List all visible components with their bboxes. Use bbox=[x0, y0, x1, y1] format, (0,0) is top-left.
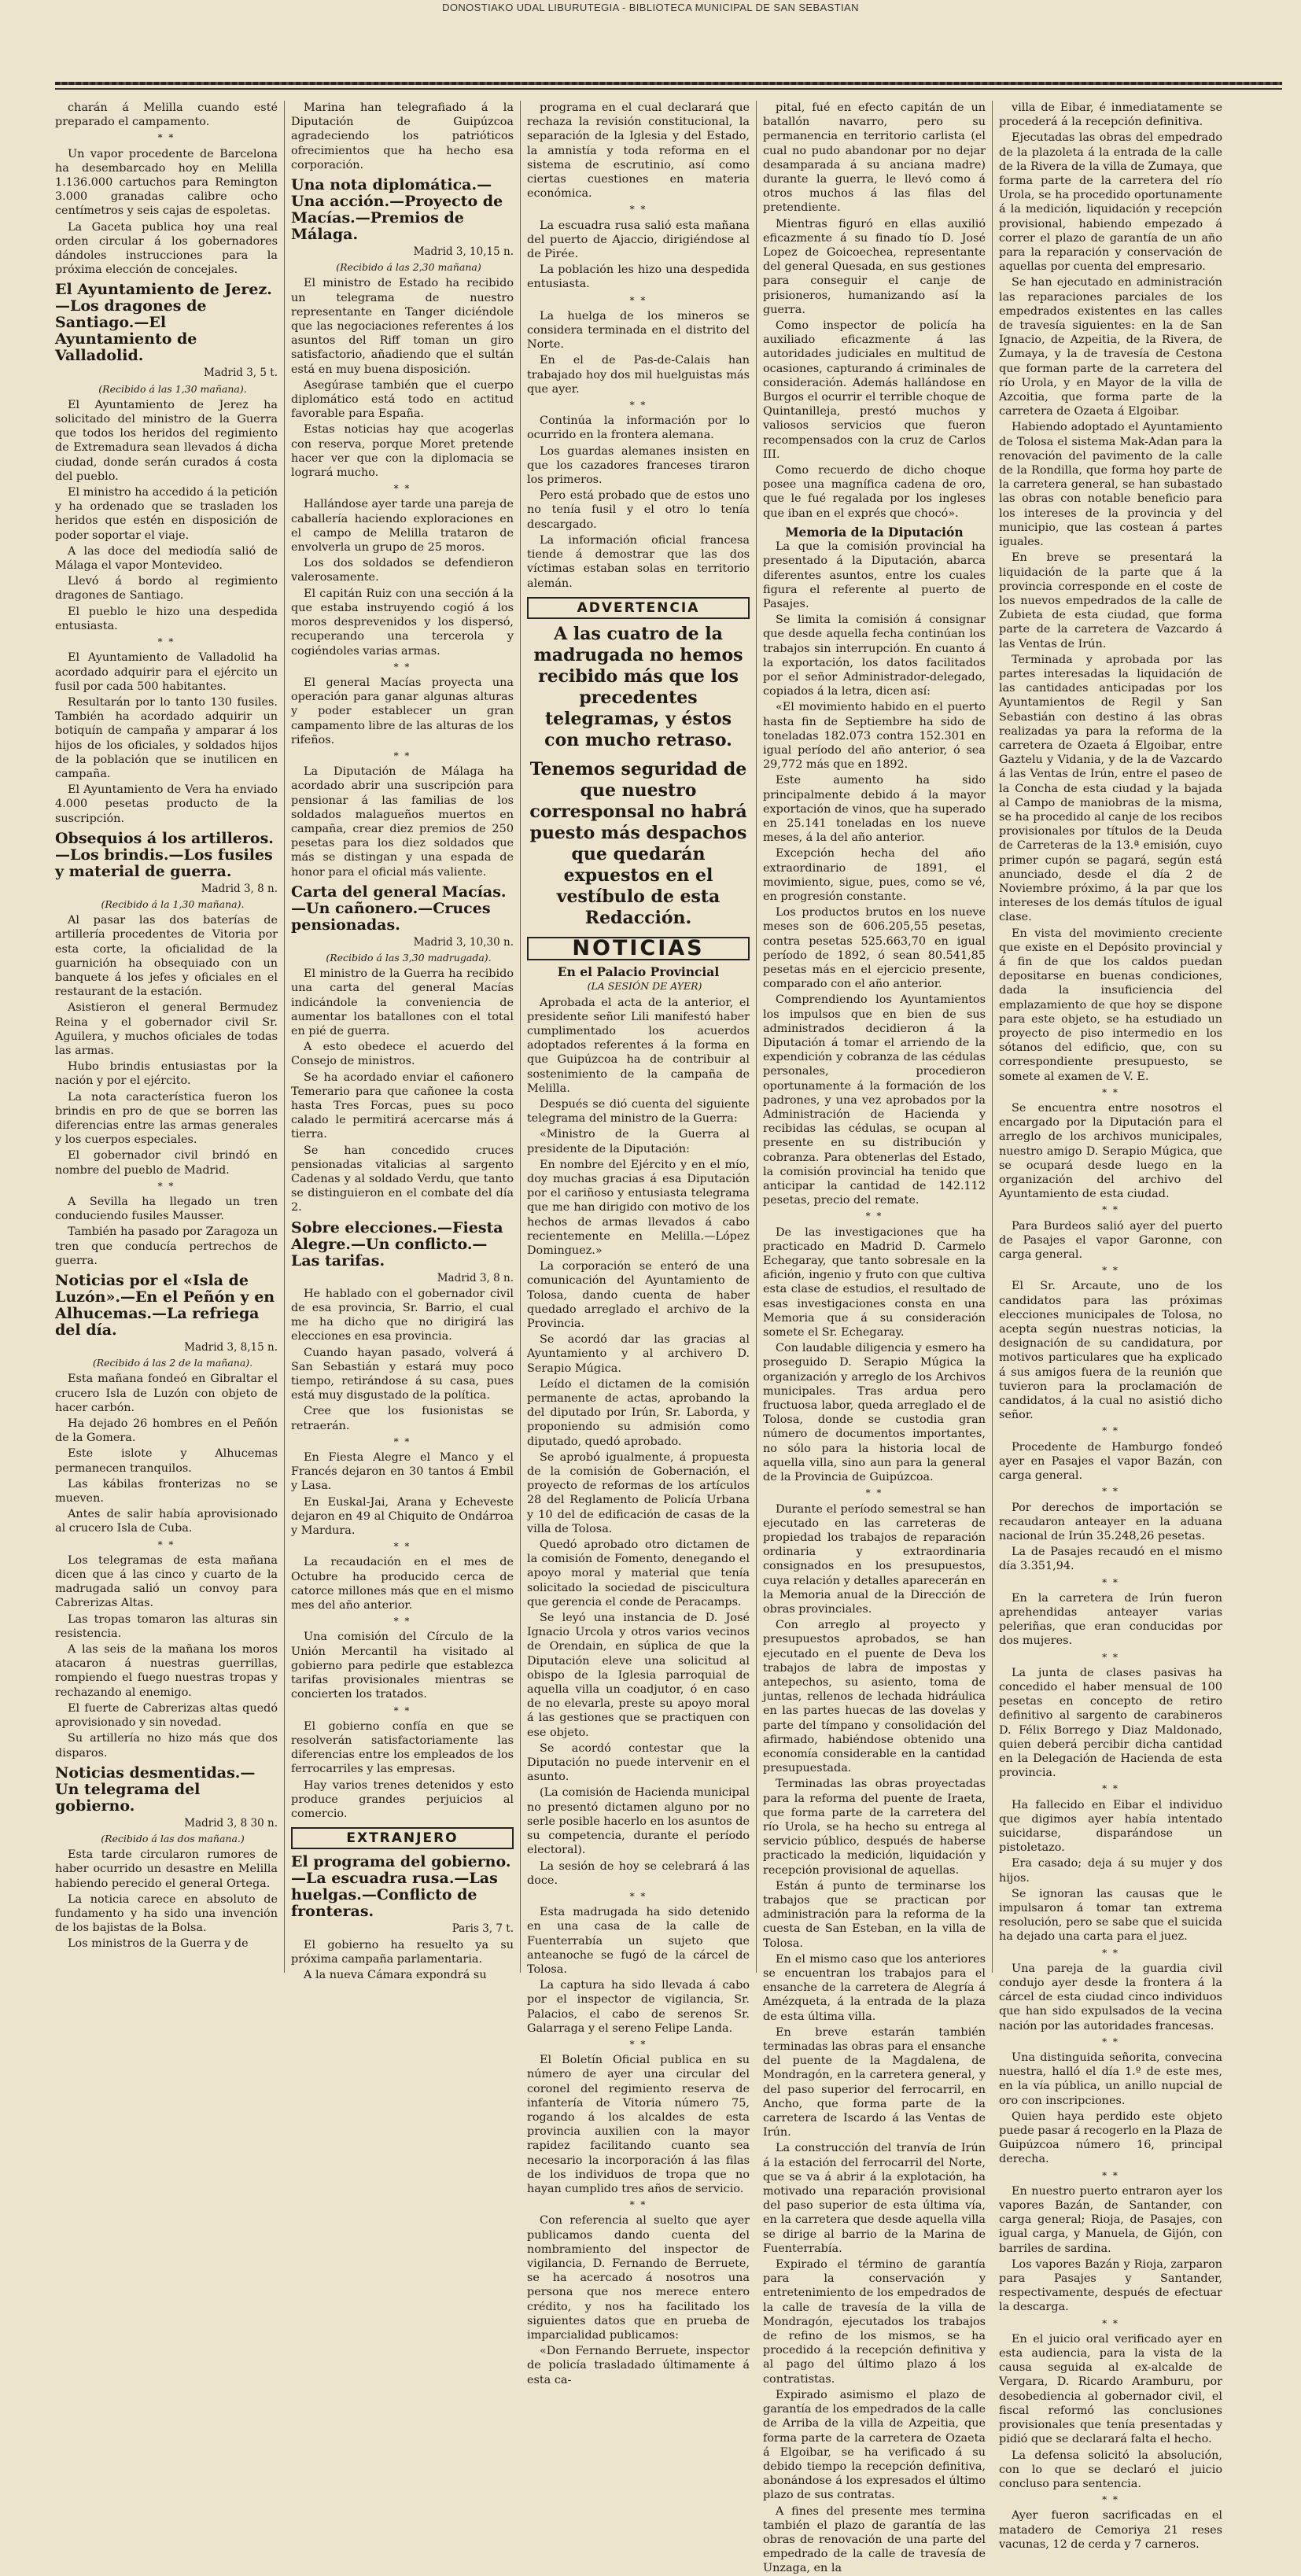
asterism-separator: * * bbox=[393, 750, 411, 761]
paragraph: A las doce del mediodía salió de Málaga el vapor Montevideo. bbox=[55, 544, 278, 573]
paragraph: «El movimiento habido en el puerto hasta fin de Septiembre ha sido de toneladas 182.073 contra 152.301 en igual período del año anterior, ó sea 29,772 más que en 1892. bbox=[763, 701, 986, 772]
asterism-separator: * * bbox=[393, 1616, 411, 1627]
paragraph: Una distinguida señorita, convecina nuestra, halló el día 1.º de este mes, en la vía pública, un anillo nupcial de oro con inscripciones. bbox=[999, 2051, 1222, 2107]
headline: Una nota diplomática.—Una acción.—Proyecto de Macías.—Premios de Málaga. bbox=[291, 176, 503, 244]
asterism-separator: * * bbox=[1102, 1486, 1119, 1498]
paragraph: La recaudación en el mes de Octubre ha producido cerca de catorce millones más que en el mismo mes del año anterior. bbox=[291, 1556, 514, 1612]
dateline: Madrid 3, 8 n. bbox=[437, 1271, 514, 1284]
asterism-separator: * * bbox=[1102, 1651, 1119, 1663]
paragraph: La Gaceta publica hoy una real orden circular á los gobernadores dándoles instrucciones para la próxima elección de concejales. bbox=[55, 220, 278, 277]
newspaper-columns bbox=[49, 101, 1288, 2575]
headline: Obsequios á los artilleros.—Los brindis.—Los fusiles y material de guerra. bbox=[55, 829, 274, 880]
paragraph: En el mismo caso que los anteriores se encuentran los trabajos para el ensanche de la carretera de Alegría á Amézqueta, á la entrada de la plaza de esta última villa. bbox=[763, 1952, 986, 2023]
paragraph: Esta madrugada ha sido detenido en una casa de la calle de Fuenterrabía un sujeto que anteanoche se fugó de la cárcel de Tolosa. bbox=[527, 1906, 750, 1976]
paragraph: Por derechos de importación se recaudaron anteayer en la aduana nacional de Irún 35.248,26 pesetas. bbox=[999, 1501, 1222, 1542]
paragraph: Se acordó dar las gracias al Ayuntamiento y al archivero D. Serapio Múgica. bbox=[527, 1333, 750, 1375]
paragraph: Como inspector de policía ha auxiliado eficazmente á las autoridades judiciales en multitud de ocasiones, capturando á criminales de consideración. Además hallándose en Burgos el ocurrir el terrible choque de Quintanilleja, prestó muchos y valiosos servicios que fueron recompensados con la cruz de Carlos III. bbox=[763, 319, 986, 461]
paragraph: Esta mañana fondeó en Gibraltar el crucero Isla de Luzón con objeto de hacer carbón. bbox=[55, 1373, 278, 1414]
paragraph: Estas noticias hay que acogerlas con reserva, porque Moret pretende hacer ver que con la diplomacia se logrará mucho. bbox=[291, 423, 514, 480]
paragraph: Se han concedido cruces pensionadas vitalicias al sargento Cadenas y al soldado Verdu, que tanto se distinguieron en el combate del día 2. bbox=[291, 1144, 514, 1214]
asterism-separator: * * bbox=[1102, 1204, 1119, 1216]
paragraph: A Sevilla ha llegado un tren conduciendo fusiles Mausser. bbox=[55, 1196, 278, 1223]
paragraph: La información oficial francesa tiende á demostrar que las dos víctimas estaban solas en territorio alemán. bbox=[527, 533, 750, 590]
paragraph: Continúa la información por lo ocurrido en la frontera alemana. bbox=[527, 415, 750, 442]
paragraph: Se aprobó igualmente, á propuesta de la comisión de Gobernación, el proyecto de reformas de los artículos 28 del Reglamento de Policía Urbana y 10 del de edificación de casas de la villa de Tolosa. bbox=[527, 1450, 750, 1535]
asterism-separator: * * bbox=[1102, 2317, 1119, 2329]
paragraph: Asegúrase también que el cuerpo diplomático está todo en actitud favorable para España. bbox=[291, 378, 514, 421]
paragraph: La construcción del tranvía de Irún á la estación del ferrocarril del Norte, que se va á abrir á la explotación, ha motivado una reparación provisional del paso superior de esta última vía, en la carretera que desde aquella villa se dirige al barrio de la Marina de Fuenterrabía. bbox=[763, 2142, 986, 2255]
paragraph: Terminadas las obras proyectadas para la reforma del puente de Iraeta, que forma parte de la carretera del río Urola, se ha hecho su entrega al servicio público, después de haberse practicado la medición, liquidación y recepción provisional de aquellas. bbox=[763, 1778, 986, 1877]
asterism-separator: * * bbox=[1102, 1783, 1119, 1795]
asterism-separator: * * bbox=[1102, 2169, 1119, 2181]
paragraph: Una comisión del Círculo de la Unión Mercantil ha visitado al gobierno para pedirle que establezca tarifas provisionales mientras se concierten los tratados. bbox=[291, 1631, 514, 1701]
asterism-separator: * * bbox=[157, 1180, 175, 1192]
paragraph: Hallándose ayer tarde una pareja de caballería haciendo exploraciones en el campo de Melilla trataron de envolverla un grupo de 25 moros. bbox=[291, 498, 514, 555]
dateline: Madrid 3, 10,15 n. bbox=[413, 245, 514, 259]
paragraph: Esta tarde circularon rumores de haber ocurrido un desastre en Melilla habiendo perecido el general Ortega. bbox=[55, 1848, 278, 1890]
column-1 bbox=[49, 101, 285, 1973]
paragraph: La defensa solicitó la absolución, con lo que se declaró el juicio concluso para sentencia. bbox=[999, 2449, 1222, 2490]
paragraph: Se leyó una instancia de D. José Ignacio Urcola y otros varios vecinos de Orendain, en súplica de que la Diputación eleve una solicitud al obispo de la Iglesia parroquial de aquella villa un coadjutor, ó en caso de no elevarla, preste su apoyo moral á las gestiones que se practiquen con ese objeto. bbox=[527, 1612, 750, 1739]
paragraph: Ha fallecido en Eibar el individuo que digimos ayer había intentado suicidarse, disparándose un pistoletazo. bbox=[999, 1798, 1222, 1855]
paragraph: Los productos brutos en los nueve meses son de 606.205,55 pesetas, contra pesetas 525.663,70 en igual período de 1892, ó sean 80.541,85 pesetas más en el ejercicio presente, comparado con el año anterior. bbox=[763, 906, 986, 991]
paragraph: programa en el cual declarará que rechaza la revisión constitucional, la separación de la Iglesia y del Estado, la amnistía y toda reforma en el sistema de escrutinio, así como ciertas cuestiones en materia económica. bbox=[527, 101, 750, 201]
column-2 bbox=[285, 101, 521, 1981]
paragraph: Los guardas alemanes insisten en que los cazadores franceses tiraron los primeros. bbox=[527, 444, 750, 487]
paragraph: En breve se presentará la liquidación de la parte que á la provincia corresponde en el coste de los nuevos empedrados de la calle de Zubieta de esta ciudad, que forma parte de la carretera de Vazcardo á las Ventas de Irún. bbox=[999, 551, 1222, 650]
paragraph: He hablado con el gobernador civil de esa provincia, Sr. Barrio, el cual me ha dicho que no dirigirá las elecciones en esa provincia. bbox=[291, 1287, 514, 1343]
paragraph: La escuadra rusa salió esta mañana del puerto de Ajaccio, dirigiéndose al de Pirée. bbox=[527, 219, 750, 261]
dateline: Madrid 3, 8 30 n. bbox=[184, 1816, 278, 1830]
asterism-separator: * * bbox=[629, 204, 647, 216]
paragraph: La captura ha sido llevada á cabo por el inspector de vigilancia, Sr. Palacios, el cabo de serenos Sr. Galarraga y el sereno Felipe Landa. bbox=[527, 1979, 750, 2035]
paragraph: Al pasar las dos baterías de artillería procedentes de Vitoria por esta corte, la oficialidad de la guarnición ha obsequiado con un banquete á los jefes y oficiales en el restaurant de la estación. bbox=[55, 914, 278, 999]
dateline: Madrid 3, 5 t. bbox=[204, 367, 278, 380]
received-note: (Recibido á las dos mañana.) bbox=[101, 1832, 245, 1844]
paragraph: En nuestro puerto entraron ayer los vapores Bazán, de Santander, con carga general; Rioja, de Pasajes, con igual carga, y Manuela, de Gijón, con barriles de sardina. bbox=[999, 2184, 1222, 2255]
paragraph: El Boletín Oficial publica en su número de ayer una circular del coronel del regimiento reserva de infantería de Vitoria número 75, rogando á los alcaldes de esta provincia auxilien con la mayor rapidez facilitando cuanto sea necesario la incorporación á las filas de los individuos de tropa que no hayan cumplido tres años de servicio. bbox=[527, 2054, 750, 2195]
paragraph: Están á punto de terminarse los trabajos que se practican por administración para la reforma de la cuesta de San Esteban, en la villa de Tolosa. bbox=[763, 1879, 986, 1950]
paragraph: La de Pasajes recaudó en el mismo día 3.351,94. bbox=[999, 1546, 1222, 1573]
notice-text: A las cuatro de la madrugada no hemos recibido más que los precedentes telegramas, y éstos con mucho retraso. bbox=[533, 623, 743, 750]
asterism-separator: * * bbox=[393, 1704, 411, 1716]
section-title: En el Palacio Provincial bbox=[557, 964, 720, 980]
paragraph: Quedó aprobado otro dictamen de la comisión de Fomento, denegando el apoyo moral y material que tenía solicitado la sociedad de piscicultura que gerencia el conde de Peracamps. bbox=[527, 1539, 750, 1609]
received-note: (LA SESIÓN DE AYER) bbox=[587, 980, 702, 993]
column-3 bbox=[521, 101, 757, 2386]
paragraph: Mientras figuró en ellas auxilió eficazmente á su finado tío D. José Lopez de Goicoechea, representante del general Quesada, en sus gestiones para conseguir el canje de prisioneros, humanizando así la guerra. bbox=[763, 217, 986, 316]
paragraph: Hubo brindis entusiastas por la nación y por el ejército. bbox=[55, 1060, 278, 1088]
asterism-separator: * * bbox=[393, 1541, 411, 1553]
headline: Sobre elecciones.—Fiesta Alegre.—Un conflicto.—Las tarifas. bbox=[291, 1218, 503, 1270]
paragraph: La noticia carece en absoluto de fundamento y ha sido una invención de los bajistas de la Bolsa. bbox=[55, 1892, 278, 1935]
paragraph: Para Burdeos salió ayer del puerto de Pasajes el vapor Garonne, con carga general. bbox=[999, 1219, 1222, 1262]
paragraph: Ejecutadas las obras del empedrado de la plazoleta á la entrada de la calle de la Rivera de la villa de Zumaya, que forma parte de la carretera del río Urola, se ha procedido oportunamente á la medición, liquidación y recepción provisional, habiendo empezado á correr el plazo de garantía de un año para la reparación y conservación de aquellas por cuenta del empresario. bbox=[999, 131, 1222, 274]
asterism-separator: * * bbox=[1102, 2036, 1119, 2047]
asterism-separator: * * bbox=[1102, 1265, 1119, 1277]
paragraph: Terminada y aprobada por las partes interesadas la liquidación de las cantidades anticipadas por los Ayuntamientos de Regil y San Sebastián con destino á las obras realizadas ya para la reforma de la carretera de Ozaeta á Elgoibar, entre Gaztelu y Vidania, y de la de Vazcardo á las Ventas de Irún, entre el paseo de la Concha de esta ciudad y la bajada al Campo de maniobras de la misma, se ha procedido al canje de los recibos provisionales por títulos de la Deuda de Carreteras de la 13.ª emisión, cuyo primer cupón se pagará, según está anunciado, desde el día 2 de Noviembre próximo, á la par que los intereses de los demás títulos de igual clase. bbox=[999, 653, 1222, 924]
paragraph: Comprendiendo los Ayuntamientos los impulsos que en bien de sus administrados decidieron á la Diputación á tomar el arriendo de la expendición y cobranza de las cédulas personales, procedieron oportunamente á la formación de los padrones, y una vez aprobados por la Administración de Hacienda y recibidas las cédulas, se ocupan al presente en su distribución y cobranza. Para obtenerlas del Estado, la comisión provincial ha tenido que anticipar la cantidad de 142.112 pesetas, precio del remate. bbox=[763, 993, 986, 1207]
received-note: (Recibido á las 1,30 mañana). bbox=[98, 382, 247, 395]
received-note: (Recibido á las 3,30 madrugada). bbox=[326, 951, 492, 964]
asterism-separator: * * bbox=[629, 294, 647, 306]
column-5 bbox=[993, 101, 1229, 2551]
asterism-separator: * * bbox=[393, 1435, 411, 1447]
asterism-separator: * * bbox=[629, 400, 647, 411]
paragraph: Se han ejecutado en administración las reparaciones parciales de los empedrados existentes en las calles de travesía siguientes: en la de San Ignacio, de Azpeitia, de la Rivera, de Zumaya, y la de travesía de Cestona que forman parte de la carretera del río Urola, y en Mayor de la villa de Azcoitia, que forma parte de la carretera de Ozaeta á Elgoibar. bbox=[999, 276, 1222, 418]
paragraph: A la nueva Cámara expondrá su bbox=[304, 1968, 487, 1981]
paragraph: El Sr. Arcaute, uno de los candidatos para las próximas elecciones municipales de Tolosa, no acepta según nuestras noticias, la designación de su candidatura, por motivos particulares que ha explicado á sus amigos fuera de la reunión que tuvieron para la proclamación de candidatos, á la cual no asistió dicho señor. bbox=[999, 1280, 1222, 1422]
paragraph: A esto obedece el acuerdo del Consejo de ministros. bbox=[291, 1041, 514, 1068]
library-header: DONOSTIAKO UDAL LIBURUTEGIA - BIBLIOTECA MUNICIPAL DE SAN SEBASTIAN bbox=[442, 2, 859, 13]
paragraph: En vista del movimiento creciente que existe en el Depósito provincial y á fin de que los caldos puedan depositarse en buenas condiciones, dada la insuficiencia del emplazamiento de que hoy se dispone para este objeto, se ha estudiado un proyecto de piso intermedio en los sótanos del edificio, que, con su correspondiente presupuesto, se somete al examen de V. E. bbox=[999, 927, 1222, 1083]
paragraph: El general Macías proyecta una operación para ganar algunas alturas y poder establecer un gran campamento libre de las alturas de los rifeños. bbox=[291, 676, 514, 746]
paragraph: Los vapores Bazán y Rioja, zarparon para Pasajes y Santander, respectivamente, después de efectuar la descarga. bbox=[999, 2257, 1222, 2314]
paragraph: En el de Pas-de-Calais han trabajado hoy dos mil huelguistas más que ayer. bbox=[527, 354, 750, 396]
asterism-separator: * * bbox=[1102, 1425, 1119, 1437]
received-note: (Recibido á la 1,30 mañana). bbox=[101, 897, 245, 910]
headline: Noticias por el «Isla de Luzón».—En el Peñón y en Alhucemas.—La refriega del día. bbox=[55, 1272, 275, 1340]
asterism-separator: * * bbox=[393, 483, 411, 495]
paragraph: villa de Eibar, é inmediatamente se procederá á la recepción definitiva. bbox=[999, 101, 1222, 129]
paragraph: Llevó á bordo al regimiento dragones de Santiago. bbox=[55, 575, 278, 603]
paragraph: Quien haya perdido este objeto puede pasar á recogerlo en la Plaza de Guipúzcoa número 16, principal derecha. bbox=[999, 2110, 1222, 2166]
paragraph: Este aumento ha sido principalmente debido á la mayor exportación de vinos, que ha superado en 25.141 toneladas en los nueve meses, á la del año anterior. bbox=[763, 774, 986, 845]
paragraph: «Ministro de la Guerra al presidente de la Diputación: bbox=[527, 1128, 750, 1155]
paragraph: Una pareja de la guardia civil condujo ayer desde la frontera á la cárcel de esta ciudad cinco individuos que han sido expulsados de la vecina nación por las autoridades francesas. bbox=[999, 1962, 1222, 2032]
paragraph: Procedente de Hamburgo fondeó ayer en Pasajes el vapor Bazán, con carga general. bbox=[999, 1440, 1222, 1483]
paragraph: Marina han telegrafiado á la Diputación de Guipúzcoa agradeciendo los patrióticos ofrecimientos que ha hecho esa corporación. bbox=[291, 101, 514, 171]
paragraph: Con arreglo al proyecto y presupuestos aprobados, se han ejecutado en el puente de Deva los trabajos de labra de impostas y antepechos, su asiento, toma de juntas, rellenos de lechada hidráulica en las partes huecas de las dovelas y parte del tímpano y consolidación del afirmado, habiéndose obtenido una economía considerable en la cantidad presupuestada. bbox=[763, 1619, 986, 1775]
asterism-separator: * * bbox=[1102, 1947, 1119, 1959]
asterism-separator: * * bbox=[629, 2199, 647, 2211]
paragraph: El fuerte de Cabrerizas altas quedó aprovisionado y sin novedad. bbox=[55, 1701, 278, 1730]
received-note: (Recibido á las 2,30 mañana) bbox=[336, 261, 481, 274]
paragraph: El capitán Ruiz con una sección á la que estaba instruyendo cogió á los moros desprevenidos y los dispersó, recuperando una tercerola y cogiéndoles varias armas. bbox=[291, 587, 514, 658]
paragraph: Durante el período semestral se han ejecutado en las carreteras de propiedad los trabajos de reparación ordinaria y extraordinaria consignados en los presupuestos, cuya relación y detalles aparecerán en la Memoria anual de la Dirección de obras provinciales. bbox=[763, 1502, 986, 1616]
paragraph: En breve estarán también terminadas las obras para el ensanche del puente de la Magdalena, de Mondragón, en la carretera general, y del paso superior del ferrocarril, en Ancho, que forma parte de la carretera de Iscardo á las Ventas de Irún. bbox=[763, 2025, 986, 2139]
paragraph: En Euskal-Jai, Arana y Echeveste dejaron en 49 al Chiquito de Ondárroa y Mardura. bbox=[291, 1495, 514, 1538]
paragraph: El ministro de la Guerra ha recibido una carta del general Macías indicándole la conveniencia de aumentar los batallones con el total en pié de guerra. bbox=[291, 967, 514, 1037]
dateline: Madrid 3, 10,30 n. bbox=[413, 935, 514, 949]
paragraph: Las kábilas fronterizas no se mueven. bbox=[55, 1477, 278, 1505]
paragraph: Se acordó contestar que la Diputación no puede intervenir en el asunto. bbox=[527, 1741, 750, 1784]
asterism-separator: * * bbox=[1102, 1086, 1119, 1098]
paragraph: El Ayuntamiento de Vera ha enviado 4.000 pesetas producto de la suscripción. bbox=[55, 783, 278, 825]
paragraph: Leído el dictamen de la comisión permanente de actas, aprobando la del diputado por Irún, Sr. Laborda, y proponiendo su admisión como diputado, quedó aprobado. bbox=[527, 1377, 750, 1448]
dateline: Paris 3, 7 t. bbox=[451, 1922, 514, 1936]
paragraph: Los dos soldados se defendieron valerosamente. bbox=[291, 557, 514, 584]
received-note: (Recibido á las 2 de la mañana). bbox=[92, 1357, 253, 1369]
paragraph: charán á Melilla cuando esté preparado el campamento. bbox=[55, 101, 278, 129]
asterism-separator: * * bbox=[1102, 1576, 1119, 1588]
paragraph: Expirado el término de garantía para la conservación y entretenimiento de los empedrados de la calle de travesía de la villa de Mondragón, ejecutados los trabajos de refino de los mismos, se ha procedido á la recepción definitiva y al pago del último plazo á los contratistas. bbox=[763, 2258, 986, 2386]
paragraph: Habiendo adoptado el Ayuntamiento de Tolosa el sistema Mak-Adan para la renovación del pavimento de la calle de la Rondilla, que forma hoy parte de la carretera general, se han subastado las obras con notable beneficio para los intereses de la provincia y del municipio, que las costean á partes iguales. bbox=[999, 421, 1222, 549]
paragraph: Era casado; deja á su mujer y dos hijos. bbox=[999, 1857, 1222, 1885]
asterism-separator: * * bbox=[1102, 2494, 1119, 2506]
paragraph: Los ministros de la Guerra y de bbox=[68, 1937, 249, 1951]
paragraph: Resultarán por lo tanto 130 fusiles. También ha acordado adquirir un botiquín de campaña y amparar á los hijos de los oficiales, y soldados hijos de la población que se inutilicen en campaña. bbox=[55, 695, 278, 780]
headline: El Ayuntamiento de Jerez.—Los dragones de Santiago.—El Ayuntamiento de Valladolid. bbox=[55, 281, 272, 365]
paragraph: Se limita la comisión á consignar que desde aquella fecha continúan los trabajos sin interrupción. En cuanto á la exportación, los datos facilitados por el señor Administrador-delegado, copiados á la letra, dicen así: bbox=[763, 614, 986, 698]
paragraph: Cree que los fusionistas se retraerán. bbox=[291, 1405, 514, 1432]
paragraph: En el juicio oral verificado ayer en esta audiencia, para la vista de la causa seguida al ex-alcalde de Vergara, D. Ricardo Aramburu, por desobediencia al gobernador civil, el fiscal reformó las conclusiones provisionales que tenía presentadas y pidió que se declarará falta el hecho. bbox=[999, 2332, 1222, 2446]
paragraph: Se encuentra entre nosotros el encargado por la Diputación para el arreglo de los archivos municipales, nuestro amigo D. Serapio Múgica, que se ocupará desde luego en la organización del archivo del Ayuntamiento de esta ciudad. bbox=[999, 1102, 1222, 1201]
paragraph: Su artillería no hizo más que dos disparos. bbox=[55, 1732, 278, 1760]
notice-text: Tenemos seguridad de que nuestro corresponsal no habrá puesto más despachos que quedarán expuestos en el vestíbulo de esta Redacción. bbox=[529, 758, 747, 928]
asterism-separator: * * bbox=[629, 1890, 647, 1902]
section-banner: ADVERTENCIA bbox=[527, 597, 750, 619]
paragraph: Se ha acordado enviar el cañonero Temerario para que cañonee la costa hasta Tres Forcas, pues su poco calado le permitirá acercarse más á tierra. bbox=[291, 1071, 514, 1141]
asterism-separator: * * bbox=[865, 1487, 883, 1499]
dateline: Madrid 3, 8 n. bbox=[201, 882, 278, 895]
paragraph: Expirado asimismo el plazo de garantía de los empedrados de la calle de Arriba de la villa de Azpeitia, que forma parte de la carretera de Ozaeta á Elgoibar, se ha verificado á su debido tiempo la recepción definitiva, abonándose á los expresados el último plazo de sus contratas. bbox=[763, 2388, 986, 2502]
masthead-rule-thin bbox=[55, 88, 1282, 90]
paragraph: La junta de clases pasivas ha concedido el haber mensual de 100 pesetas en concepto de retiro definitivo al sargento de carabineros D. Félix Borrego y Diaz Maldonado, quien deberá percibir dicha cantidad en la Delegación de Hacienda de esta provincia. bbox=[999, 1666, 1222, 1780]
paragraph: Después se dió cuenta del siguiente telegrama del ministro de la Guerra: bbox=[527, 1097, 750, 1126]
asterism-separator: * * bbox=[157, 1539, 175, 1550]
column-4 bbox=[757, 101, 993, 2575]
asterism-separator: * * bbox=[865, 1211, 883, 1222]
paragraph: Cuando hayan pasado, volverá á San Sebastián y estará muy poco tiempo, retirándose á su casa, pues está muy disgustado de la política. bbox=[291, 1346, 514, 1402]
paragraph: Excepción hecha del año extraordinario de 1891, el movimiento, sigue, pues, como se vé, en progresión constante. bbox=[763, 847, 986, 903]
paragraph: En la carretera de Irún fueron aprehendidas anteayer varias peleriñas, que eran conducidas por dos mujeres. bbox=[999, 1591, 1222, 1648]
asterism-separator: * * bbox=[629, 2038, 647, 2050]
headline: Noticias desmentidas.—Un telegrama del gobierno. bbox=[55, 1763, 256, 1815]
section-banner: NOTICIAS bbox=[527, 937, 750, 960]
paragraph: El Ayuntamiento de Jerez ha solicitado del ministro de la Guerra que todos los heridos del regimiento de Extremadura sean llevados á dicha ciudad, donde serán curados á costa del pueblo. bbox=[55, 398, 278, 483]
paragraph: Ayer fueron sacrificadas en el matadero de Cemoriya 21 reses vacunas, 12 de cerda y 7 carneros. bbox=[999, 2509, 1222, 2551]
paragraph: La que la comisión provincial ha presentado á la Diputación, abarca diferentes asuntos, entre los cuales figura el referente al puerto de Pasajes. bbox=[763, 540, 986, 610]
paragraph: La Diputación de Málaga ha acordado abrir una suscripción para pensionar á las familias de los soldados malagueños muertos en campaña, crear diez premios de 250 pesetas para los diez soldados que más se distingan y una espada de honor para el oficial más valiente. bbox=[291, 765, 514, 879]
paragraph: Un vapor procedente de Barcelona ha desembarcado hoy en Melilla 1.136.000 cartuchos para Remington 3.000 granadas calibre ocho centímetros y seis cajas de espoletas. bbox=[55, 147, 278, 218]
headline: Carta del general Macías.—Un cañonero.—Cruces pensionadas. bbox=[291, 883, 507, 934]
dateline: Madrid 3, 8,15 n. bbox=[184, 1341, 278, 1354]
paragraph: El Ayuntamiento de Valladolid ha acordado adquirir para el ejército un fusil por cada 500 habitantes. bbox=[55, 651, 278, 693]
asterism-separator: * * bbox=[157, 636, 175, 648]
paragraph: Asistieron el general Bermudez Reina y el gobernador civil Sr. Aguilera, y muchos oficiales de todas las armas. bbox=[55, 1001, 278, 1057]
paragraph: De las investigaciones que ha practicado en Madrid D. Carmelo Echegaray, que tanto sobresale en la afición, ingenio y fruto con que cultiva esta clase de estudios, el resultado de esas investigaciones consta en una Memoria que á su consideración somete el Sr. Echegaray. bbox=[763, 1225, 986, 1340]
section-banner: EXTRANJERO bbox=[291, 1827, 514, 1849]
paragraph: La sesión de hoy se celebrará á las doce. bbox=[527, 1859, 750, 1887]
paragraph: A las seis de la mañana los moros atacaron á nuestras guerrillas, rompiendo el fuego nuestras tropas y rechazando al enemigo. bbox=[55, 1643, 278, 1699]
paragraph: Hay varios trenes detenidos y esto produce grandes perjuicios al comercio. bbox=[291, 1778, 514, 1820]
paragraph: pital, fué en efecto capitán de un batallón navarro, pero su permanencia en territorio carlista (el cual no pudo abandonar por no dejar desamparada á su anciana madre) durante la guerra, le llevó como á otros muchos á las filas del pretendiente. bbox=[763, 101, 986, 215]
paragraph: Las tropas tomaron las alturas sin resistencia. bbox=[55, 1612, 278, 1640]
paragraph: A fines del presente mes termina también el plazo de garantía de las obras de renovación de una parte del empedrado de la calle de travesía de Unzaga, en la bbox=[763, 2504, 986, 2575]
paragraph: El gobierno ha resuelto ya su próxima campaña parlamentaria. bbox=[291, 1938, 514, 1966]
paragraph: Con laudable diligencia y esmero ha proseguido D. Serapio Múgica la organización y arreglo de los Archivos municipales. Tras ardua pero fructuosa labor, queda arreglado el de Tolosa, donde se custodia gran número de documentos importantes, no sólo para la historia local de aquella villa, sino aun para la general de la Provincia de Guipúzcoa. bbox=[763, 1342, 986, 1484]
paragraph: El ministro de Estado ha recibido un telegrama de nuestro representante en Tanger diciéndole que las negociaciones referentes á los asuntos del Riff toman un giro satisfactorio, añadiendo que el sultán está en muy buena disposición. bbox=[291, 277, 514, 376]
paragraph: Antes de salir había aprovisionado al crucero Isla de Cuba. bbox=[55, 1508, 278, 1535]
paragraph: También ha pasado por Zaragoza un tren que conducía pertrechos de guerra. bbox=[55, 1225, 278, 1267]
paragraph: Los telegramas de esta mañana dicen que á las cinco y cuarto de la madrugada salió un convoy para Cabrerizas Altas. bbox=[55, 1553, 278, 1610]
paragraph: Ha dejado 26 hombres en el Peñón de la Gomera. bbox=[55, 1417, 278, 1445]
paragraph: Se ignoran las causas que le impulsaron á tomar tan extrema resolución, pero se sabe que el suicida ha dejado una carta para el juez. bbox=[999, 1887, 1222, 1944]
paragraph: En Fiesta Alegre el Manco y el Francés dejaron en 30 tantos á Embil y Lasa. bbox=[291, 1451, 514, 1493]
paragraph: Como recuerdo de dicho choque posee una magnífica cadena de oro, que le fué regalada por los ingleses que iban en el exprés que chocó». bbox=[763, 464, 986, 520]
paragraph: El gobierno confía en que se resolverán satisfactoriamente las diferencias entre los empleados de los ferrocarriles y las empresas. bbox=[291, 1719, 514, 1776]
paragraph: La nota característica fueron los brindis en pro de que se borren las diferencias entre las armas generales y los cuerpos especiales. bbox=[55, 1090, 278, 1147]
headline: El programa del gobierno.—La escuadra rusa.—Las huelgas.—Conflicto de fronteras. bbox=[291, 1853, 511, 1921]
paragraph: Con referencia al suelto que ayer publicamos dando cuenta del nombramiento del inspector de vigilancia, D. Fernando de Berruete, se ha acercado á nosotros una persona que nos merece entero crédito, y nos ha facilitado los siguientes datos que en prueba de imparcialidad publicamos: bbox=[527, 2214, 750, 2342]
paragraph: La corporación se enteró de una comunicación del Ayuntamiento de Tolosa, dando cuenta de haber quedado arreglado el archivo de la Provincia. bbox=[527, 1260, 750, 1330]
paragraph: Aprobada el acta de la anterior, el presidente señor Lili manifestó haber cumplimentado los acuerdos adoptados referentes á la forma en que Guipúzcoa ha de contribuir al sostenimiento de la campaña de Melilla. bbox=[527, 996, 750, 1095]
paragraph: Pero está probado que de estos uno no tenía fusil y el otro lo tenía descargado. bbox=[527, 489, 750, 531]
paragraph: En nombre del Ejército y en el mío, doy muchas gracias á esa Diputación por el cariñoso y entusiasta telegrama que me han dirigido con motivo de los hechos de armas llevados á cabo recientemente en Melilla.—López Dominguez.» bbox=[527, 1158, 750, 1257]
paragraph: El gobernador civil brindó en nombre del pueblo de Madrid. bbox=[55, 1149, 278, 1177]
section-title: Memoria de la Diputación bbox=[785, 524, 964, 540]
paragraph: (La comisión de Hacienda municipal no presentó dictamen alguno por no serle posible hacerlo en los asuntos de su competencia, durante el período electoral). bbox=[527, 1786, 750, 1857]
paragraph: La población les hizo una despedida entusiasta. bbox=[527, 263, 750, 291]
paragraph: La huelga de los mineros se considera terminada en el distrito del Norte. bbox=[527, 309, 750, 352]
paragraph: «Don Fernando Berruete, inspector de policía trasladado últimamente á esta ca- bbox=[527, 2345, 750, 2386]
paragraph: El pueblo le hizo una despedida entusiasta. bbox=[55, 605, 278, 632]
paragraph: Este islote y Alhucemas permanecen tranquilos. bbox=[55, 1447, 278, 1475]
asterism-separator: * * bbox=[393, 661, 411, 673]
paragraph: El ministro ha accedido á la petición y ha ordenado que se trasladen los heridos que estén en disposición de poder soportar el viaje. bbox=[55, 486, 278, 542]
masthead-rule bbox=[55, 82, 1282, 85]
asterism-separator: * * bbox=[157, 132, 175, 144]
